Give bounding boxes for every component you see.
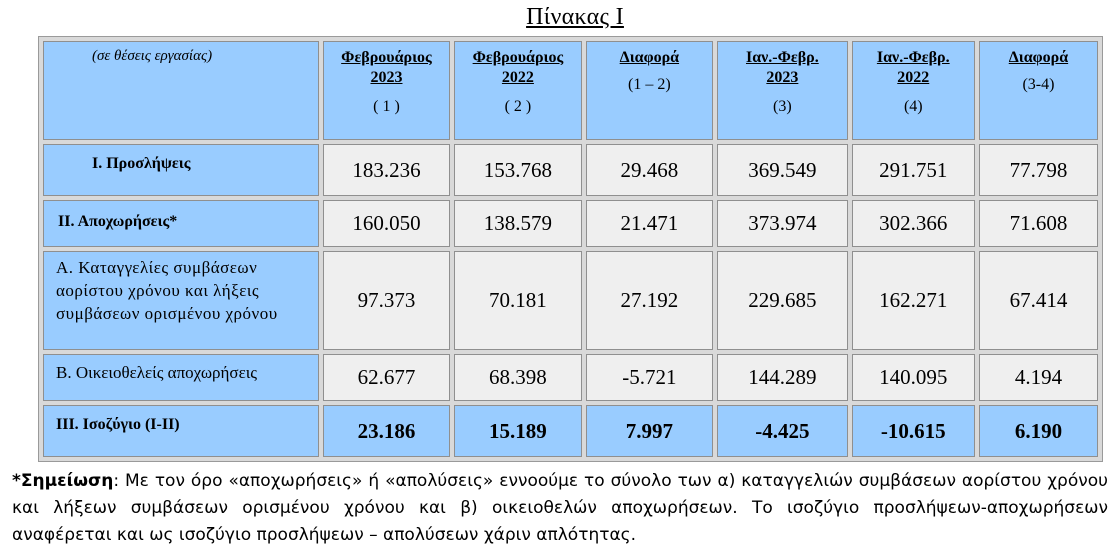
table-cell: 153.768: [454, 144, 581, 196]
row-label: ΙΙΙ. Ισοζύγιο (Ι-ΙΙ): [43, 405, 319, 457]
header-row: [43, 41, 1098, 140]
table-cell: 302.366: [852, 200, 975, 248]
table-cell: 140.095: [852, 354, 975, 402]
table-cell: 15.189: [454, 405, 581, 457]
footnote-label: *Σημείωση: [12, 471, 114, 491]
table-cell: 70.181: [454, 251, 581, 349]
column-header: [323, 41, 450, 140]
column-header-line2: 2023: [766, 69, 799, 86]
column-header-sub: ( 2 ): [504, 98, 532, 115]
table-cell: 71.608: [979, 200, 1098, 248]
table-cell: 23.186: [323, 405, 450, 457]
footnote: [12, 468, 1108, 549]
row-label: Α. Καταγγελίες συμβάσεων αορίστου χρόνου και λήξεις συμβάσεων ορισμένου χρόνου: [43, 251, 319, 349]
table-cell: 68.398: [454, 354, 581, 402]
column-header: [852, 41, 975, 140]
table-row: [43, 200, 1098, 248]
column-header-sub: (3-4): [1022, 76, 1055, 93]
table-cell: 160.050: [323, 200, 450, 248]
table-cell: 229.685: [717, 251, 848, 349]
table-cell: 21.471: [586, 200, 713, 248]
column-header: [717, 41, 848, 140]
column-header-line1: Φεβρουάριος: [472, 49, 564, 66]
table-row: [43, 251, 1098, 349]
column-header-sub: ( 1 ): [373, 98, 400, 115]
column-header-sub: (1 – 2): [628, 76, 671, 93]
table-cell: 67.414: [979, 251, 1098, 349]
table-title: Πίνακας Ι: [526, 4, 624, 30]
table-row: [43, 144, 1098, 196]
table-cell: 77.798: [979, 144, 1098, 196]
table-cell: 7.997: [586, 405, 713, 457]
table-cell: -10.615: [852, 405, 975, 457]
table-cell: 144.289: [717, 354, 848, 402]
table-cell: 138.579: [454, 200, 581, 248]
table-cell: 373.974: [717, 200, 848, 248]
table-cell: -4.425: [717, 405, 848, 457]
column-header-line1: Φεβρουάριος: [341, 49, 432, 66]
table-cell: 162.271: [852, 251, 975, 349]
column-header-sub: (4): [903, 98, 923, 115]
employment-flows-table: [38, 36, 1103, 462]
column-header-line1: Διαφορά: [619, 49, 680, 66]
column-header-sub: (3): [773, 98, 792, 115]
footnote-text: : Με τον όρο «αποχωρήσεις» ή «απολύσεις» εννοούμε το σύνολο των α) καταγγελιών συμβάσεων αορίστου χρόνου και λήξεων συμβάσεων ορισμένου χρόνου και β) οικειοθελών αποχωρήσεων. Το ισοζύγιο προσλήψεων-αποχωρήσεων αναφέρεται και ως ισοζύγιο προσλήψεων – απολύσεων χάριν απλότητας.: [12, 471, 1108, 545]
table-cell: 4.194: [979, 354, 1098, 402]
column-header: [586, 41, 713, 140]
column-header-line1: Διαφορά: [1008, 49, 1069, 66]
table-cell: 369.549: [717, 144, 848, 196]
table-cell: 27.192: [586, 251, 713, 349]
column-header: [979, 41, 1098, 140]
unit-label: (σε θέσεις εργασίας): [92, 48, 213, 64]
unit-label-cell: [43, 41, 319, 140]
row-label: ΙΙ. Αποχωρήσεις*: [43, 200, 319, 248]
table-cell: 6.190: [979, 405, 1098, 457]
table-cell: -5.721: [586, 354, 713, 402]
column-header-line2: 2022: [897, 69, 930, 86]
table-row: [43, 405, 1098, 457]
row-label: Ι. Προσλήψεις: [43, 144, 319, 196]
column-header-line1: Ιαν.-Φεβρ.: [876, 49, 950, 66]
table-cell: 291.751: [852, 144, 975, 196]
column-header: [454, 41, 581, 140]
column-header-line2: 2023: [370, 69, 403, 86]
table-cell: 29.468: [586, 144, 713, 196]
column-header-line2: 2022: [501, 69, 534, 86]
table-cell: 97.373: [323, 251, 450, 349]
table-row: [43, 354, 1098, 402]
row-label: Β. Οικειοθελείς αποχωρήσεις: [43, 354, 319, 402]
column-header-line1: Ιαν.-Φεβρ.: [745, 49, 819, 66]
table-cell: 62.677: [323, 354, 450, 402]
table-cell: 183.236: [323, 144, 450, 196]
